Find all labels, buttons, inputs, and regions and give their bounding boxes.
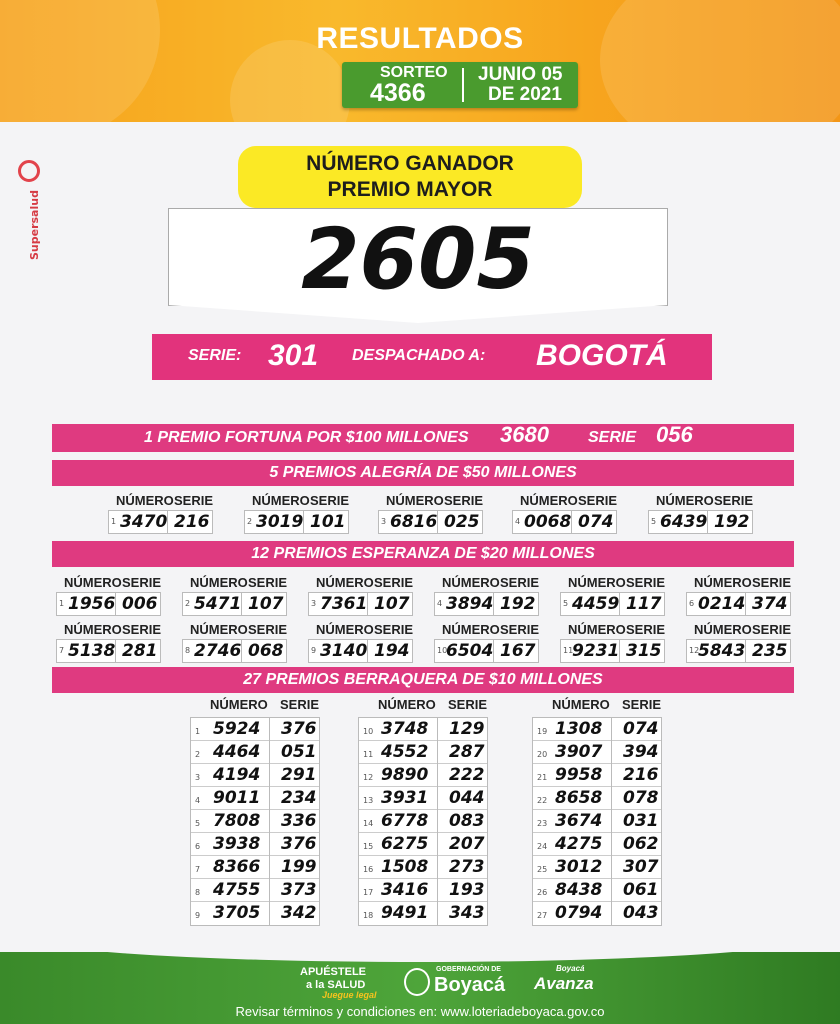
esperanza-title: 12 PREMIOS ESPERANZA DE $20 MILLONES <box>52 541 794 567</box>
col-serie-header: SERIE <box>122 575 162 590</box>
fortuna-text: 1 PREMIO FORTUNA POR $100 MILLONES <box>144 429 469 446</box>
table-row <box>191 741 319 764</box>
prize-serie: 273 <box>449 857 485 877</box>
prize-index: 27 <box>537 911 548 920</box>
col-serie-header: SERIE <box>248 622 288 637</box>
prize-index: 26 <box>537 888 548 897</box>
cell-divider <box>269 741 270 764</box>
col-serie-header: SERIE <box>310 493 350 508</box>
prize-serie: 235 <box>752 641 788 661</box>
fortuna-serie: 056 <box>656 422 693 447</box>
prize-index: 4 <box>515 517 521 526</box>
col-numero-header: NÚMERO <box>64 622 122 637</box>
prize-number: 3416 <box>381 880 429 900</box>
table-row <box>359 810 487 833</box>
cell-divider <box>611 764 612 787</box>
cell-divider <box>437 856 438 879</box>
table-row <box>533 879 661 902</box>
prize-index: 4 <box>195 796 201 805</box>
prize-index: 20 <box>537 750 548 759</box>
prize-index: 6 <box>689 599 695 608</box>
avanza-small: Boyacá <box>556 964 585 973</box>
col-numero-header: NÚMERO <box>694 575 752 590</box>
prize-number: 6439 <box>660 512 708 532</box>
prize-index: 4 <box>437 599 443 608</box>
cell-divider <box>437 764 438 787</box>
col-numero-header: NÚMERO <box>210 697 268 712</box>
alegria-title: 5 PREMIOS ALEGRÍA DE $50 MILLONES <box>52 460 794 486</box>
cell-divider <box>269 833 270 856</box>
footer-wave <box>0 932 840 962</box>
draw-date-line2: DE 2021 <box>488 84 562 105</box>
prize-number: 1956 <box>68 594 116 614</box>
cell-divider <box>611 833 612 856</box>
prize-number: 3012 <box>555 857 603 877</box>
prize-index: 10 <box>363 727 374 736</box>
header-banner <box>0 0 840 122</box>
prize-serie: 006 <box>122 594 158 614</box>
prize-serie: 376 <box>281 719 317 739</box>
footer <box>0 952 840 1024</box>
prize-index: 11 <box>363 750 374 759</box>
winner-label <box>238 146 582 208</box>
sorteo-number: 4366 <box>370 79 426 107</box>
prize-index: 23 <box>537 819 548 828</box>
prize-index: 5 <box>651 517 657 526</box>
prize-index: 8 <box>195 888 201 897</box>
cell-divider <box>269 810 270 833</box>
prize-serie: 216 <box>174 512 210 532</box>
prize-serie: 068 <box>248 641 284 661</box>
prize-index: 24 <box>537 842 548 851</box>
cell-divider <box>437 741 438 764</box>
col-serie-header: SERIE <box>752 622 792 637</box>
prize-serie: 043 <box>623 903 659 923</box>
prize-serie: 336 <box>281 811 317 831</box>
col-numero-header: NÚMERO <box>190 575 248 590</box>
prize-serie: 062 <box>623 834 659 854</box>
sorteo-label: SORTEO <box>380 64 448 81</box>
prize-serie: 044 <box>449 788 485 808</box>
col-serie-header: SERIE <box>174 493 214 508</box>
cell-divider <box>611 718 612 741</box>
prize-serie: 192 <box>500 594 536 614</box>
table-row <box>533 741 661 764</box>
col-numero-header: NÚMERO <box>386 493 444 508</box>
despachado-label: DESPACHADO A: <box>352 347 486 364</box>
page-title: RESULTADOS <box>316 22 524 55</box>
col-serie-header: SERIE <box>500 575 540 590</box>
prize-number: 4552 <box>381 742 429 762</box>
col-numero-header: NÚMERO <box>568 622 626 637</box>
prize-serie: 315 <box>626 641 662 661</box>
prize-index: 8 <box>185 646 191 655</box>
serie-label: SERIE: <box>188 347 242 364</box>
supersalud-icon <box>18 160 40 182</box>
prize-number: 3019 <box>256 512 304 532</box>
prize-number: 5924 <box>213 719 261 739</box>
col-numero-header: NÚMERO <box>568 575 626 590</box>
prize-number: 4755 <box>213 880 261 900</box>
prize-index: 25 <box>537 865 548 874</box>
winner-label-line1: NÚMERO GANADOR <box>306 152 514 175</box>
table-row <box>191 833 319 856</box>
prize-serie: 078 <box>623 788 659 808</box>
prize-serie: 373 <box>281 880 317 900</box>
table-row <box>533 833 661 856</box>
apuestele-line1: APUÉSTELE <box>300 966 367 978</box>
prize-serie: 061 <box>623 880 659 900</box>
cell-divider <box>269 718 270 741</box>
avanza-logo: Avanza <box>534 974 594 993</box>
col-numero-header: NÚMERO <box>252 493 310 508</box>
col-serie-header: SERIE <box>122 622 162 637</box>
prize-index: 3 <box>381 517 387 526</box>
col-serie-header: SERIE <box>444 493 484 508</box>
prize-number: 4194 <box>213 765 261 785</box>
cell-divider <box>269 879 270 902</box>
prize-serie: 199 <box>281 857 317 877</box>
prize-index: 19 <box>537 727 548 736</box>
prize-index: 5 <box>563 599 569 608</box>
prize-number: 8438 <box>555 880 603 900</box>
col-serie-header: SERIE <box>626 575 666 590</box>
prize-number: 4459 <box>572 594 620 614</box>
table-row <box>191 856 319 879</box>
cell-divider <box>437 879 438 902</box>
prize-serie: 167 <box>500 641 536 661</box>
table-row <box>191 902 319 925</box>
prize-number: 3470 <box>120 512 168 532</box>
fortuna-number: 3680 <box>500 422 549 447</box>
prize-index: 10 <box>437 646 448 655</box>
table-row <box>533 810 661 833</box>
prize-index: 2 <box>195 750 201 759</box>
supersalud-logo <box>14 160 48 260</box>
table-row <box>191 810 319 833</box>
prize-number: 1508 <box>381 857 429 877</box>
berraquera-header <box>532 697 662 717</box>
table-row <box>359 718 487 741</box>
col-serie-header: SERIE <box>622 697 662 712</box>
prize-index: 7 <box>59 646 65 655</box>
table-row <box>359 856 487 879</box>
cell-divider <box>437 810 438 833</box>
col-numero-header: NÚMERO <box>694 622 752 637</box>
prize-number: 6816 <box>390 512 438 532</box>
terms-text: Revisar términos y condiciones en: www.loteriadeboyaca.gov.co <box>235 1004 605 1019</box>
prize-serie: 374 <box>752 594 788 614</box>
col-numero-header: NÚMERO <box>190 622 248 637</box>
prize-serie: 107 <box>374 594 410 614</box>
prize-number: 7361 <box>320 594 368 614</box>
winner-serie: 301 <box>268 339 319 372</box>
prize-serie: 291 <box>281 765 317 785</box>
prize-serie: 307 <box>623 857 659 877</box>
draw-date-line1: JUNIO 05 <box>478 64 563 85</box>
prize-number: 3907 <box>555 742 603 762</box>
prize-number: 5138 <box>68 641 116 661</box>
prize-serie: 107 <box>248 594 284 614</box>
apuestele-line3: Juegue legal <box>322 990 377 1000</box>
prize-serie: 281 <box>122 641 158 661</box>
prize-serie: 394 <box>623 742 659 762</box>
apuestele-line2: a la SALUD <box>306 979 366 991</box>
table-row <box>533 718 661 741</box>
prize-serie: 051 <box>281 742 317 762</box>
col-numero-header: NÚMERO <box>64 575 122 590</box>
cell-divider <box>269 856 270 879</box>
table-row <box>359 879 487 902</box>
berraquera-column <box>358 697 488 926</box>
prize-index: 11 <box>563 646 574 655</box>
table-row <box>533 787 661 810</box>
cell-divider <box>611 787 612 810</box>
sorteo-divider <box>462 68 464 102</box>
table-row <box>191 718 319 741</box>
col-numero-header: NÚMERO <box>520 493 578 508</box>
berraquera-table <box>532 717 662 926</box>
table-row <box>191 787 319 810</box>
gov-small: GOBERNACIÓN DE <box>436 966 501 973</box>
winner-number: 2605 <box>301 210 535 308</box>
col-numero-header: NÚMERO <box>656 493 714 508</box>
boyaca-shield-icon <box>404 968 430 996</box>
prize-serie: 342 <box>281 903 317 923</box>
prize-index: 2 <box>247 517 253 526</box>
prize-index: 18 <box>363 911 374 920</box>
prize-serie: 025 <box>444 512 480 532</box>
prize-index: 15 <box>363 842 374 851</box>
berraquera-column <box>190 697 320 926</box>
prize-number: 5471 <box>194 594 242 614</box>
sorteo-badge <box>342 62 578 108</box>
prize-serie: 101 <box>310 512 346 532</box>
col-numero-header: NÚMERO <box>316 622 374 637</box>
prize-number: 3140 <box>320 641 368 661</box>
cell-divider <box>611 856 612 879</box>
table-row <box>359 764 487 787</box>
prize-serie: 343 <box>449 903 485 923</box>
col-numero-header: NÚMERO <box>442 575 500 590</box>
prize-number: 0214 <box>698 594 746 614</box>
winner-serie-bar <box>152 334 712 380</box>
prize-number: 3705 <box>213 903 261 923</box>
table-row <box>359 902 487 925</box>
col-numero-header: NÚMERO <box>378 697 436 712</box>
cell-divider <box>611 879 612 902</box>
col-numero-header: NÚMERO <box>552 697 610 712</box>
prize-serie: 129 <box>449 719 485 739</box>
col-serie-header: SERIE <box>248 575 288 590</box>
table-row <box>533 856 661 879</box>
prize-index: 5 <box>195 819 201 828</box>
table-row <box>533 902 661 925</box>
cell-divider <box>269 764 270 787</box>
prize-serie: 376 <box>281 834 317 854</box>
prize-number: 1308 <box>555 719 603 739</box>
prize-index: 3 <box>195 773 201 782</box>
prize-number: 9011 <box>213 788 261 808</box>
col-serie-header: SERIE <box>500 622 540 637</box>
prize-index: 9 <box>195 911 201 920</box>
prize-serie: 031 <box>623 811 659 831</box>
col-serie-header: SERIE <box>280 697 320 712</box>
prize-number: 3748 <box>381 719 429 739</box>
prize-index: 7 <box>195 865 201 874</box>
prize-number: 3674 <box>555 811 603 831</box>
prize-number: 5843 <box>698 641 746 661</box>
col-serie-header: SERIE <box>448 697 488 712</box>
prize-serie: 074 <box>578 512 614 532</box>
prize-serie: 194 <box>374 641 410 661</box>
col-serie-header: SERIE <box>752 575 792 590</box>
cell-divider <box>269 902 270 925</box>
prize-number: 4275 <box>555 834 603 854</box>
prize-serie: 083 <box>449 811 485 831</box>
prize-serie: 193 <box>449 880 485 900</box>
table-row <box>533 764 661 787</box>
prize-serie: 074 <box>623 719 659 739</box>
col-numero-header: NÚMERO <box>116 493 174 508</box>
prize-number: 0794 <box>555 903 603 923</box>
prize-index: 9 <box>311 646 317 655</box>
supersalud-text: Supersalud <box>28 190 41 260</box>
prize-serie: 234 <box>281 788 317 808</box>
table-row <box>359 741 487 764</box>
prize-number: 3938 <box>213 834 261 854</box>
prize-index: 12 <box>363 773 374 782</box>
prize-number: 3931 <box>381 788 429 808</box>
table-row <box>191 764 319 787</box>
prize-number: 9231 <box>572 641 620 661</box>
prize-number: 9958 <box>555 765 603 785</box>
prize-index: 6 <box>195 842 201 851</box>
prize-index: 21 <box>537 773 548 782</box>
prize-index: 3 <box>311 599 317 608</box>
cell-divider <box>611 810 612 833</box>
col-serie-header: SERIE <box>374 575 414 590</box>
prize-number: 9491 <box>381 903 429 923</box>
prize-index: 1 <box>195 727 201 736</box>
prize-number: 6275 <box>381 834 429 854</box>
cell-divider <box>611 741 612 764</box>
prize-serie: 117 <box>626 594 662 614</box>
prize-index: 14 <box>363 819 374 828</box>
col-numero-header: NÚMERO <box>442 622 500 637</box>
prize-serie: 287 <box>449 742 485 762</box>
fortuna-serie-label: SERIE <box>588 429 637 446</box>
col-serie-header: SERIE <box>578 493 618 508</box>
col-numero-header: NÚMERO <box>316 575 374 590</box>
berraquera-table <box>190 717 320 926</box>
cell-divider <box>611 902 612 925</box>
berraquera-table <box>358 717 488 926</box>
cell-divider <box>437 833 438 856</box>
prize-index: 17 <box>363 888 374 897</box>
table-row <box>191 879 319 902</box>
prize-index: 13 <box>363 796 374 805</box>
prize-index: 1 <box>59 599 65 608</box>
berraquera-column <box>532 697 662 926</box>
cell-divider <box>269 787 270 810</box>
prize-number: 4464 <box>213 742 261 762</box>
berraquera-title: 27 PREMIOS BERRAQUERA DE $10 MILLONES <box>52 667 794 693</box>
prize-number: 2746 <box>194 641 242 661</box>
prize-number: 6778 <box>381 811 429 831</box>
cell-divider <box>437 787 438 810</box>
cell-divider <box>437 718 438 741</box>
prize-number: 8658 <box>555 788 603 808</box>
table-row <box>359 833 487 856</box>
prize-index: 2 <box>185 599 191 608</box>
col-serie-header: SERIE <box>714 493 754 508</box>
winner-city: BOGOTÁ <box>536 339 668 372</box>
prize-number: 6504 <box>446 641 494 661</box>
prize-number: 3894 <box>446 594 494 614</box>
cell-divider <box>437 902 438 925</box>
prize-index: 22 <box>537 796 548 805</box>
prize-index: 1 <box>111 517 117 526</box>
winner-label-line2: PREMIO MAYOR <box>327 178 493 201</box>
col-serie-header: SERIE <box>626 622 666 637</box>
prize-serie: 222 <box>449 765 485 785</box>
prize-serie: 192 <box>714 512 750 532</box>
gov-name: Boyacá <box>434 974 506 996</box>
prize-number: 8366 <box>213 857 261 877</box>
prize-number: 7808 <box>213 811 261 831</box>
table-row <box>359 787 487 810</box>
prize-serie: 207 <box>449 834 485 854</box>
prize-serie: 216 <box>623 765 659 785</box>
fortuna-bar <box>52 424 794 452</box>
berraquera-header <box>358 697 488 717</box>
berraquera-header <box>190 697 320 717</box>
prize-index: 16 <box>363 865 374 874</box>
prize-number: 9890 <box>381 765 429 785</box>
col-serie-header: SERIE <box>374 622 414 637</box>
prize-number: 0068 <box>524 512 572 532</box>
prize-index: 12 <box>689 646 700 655</box>
